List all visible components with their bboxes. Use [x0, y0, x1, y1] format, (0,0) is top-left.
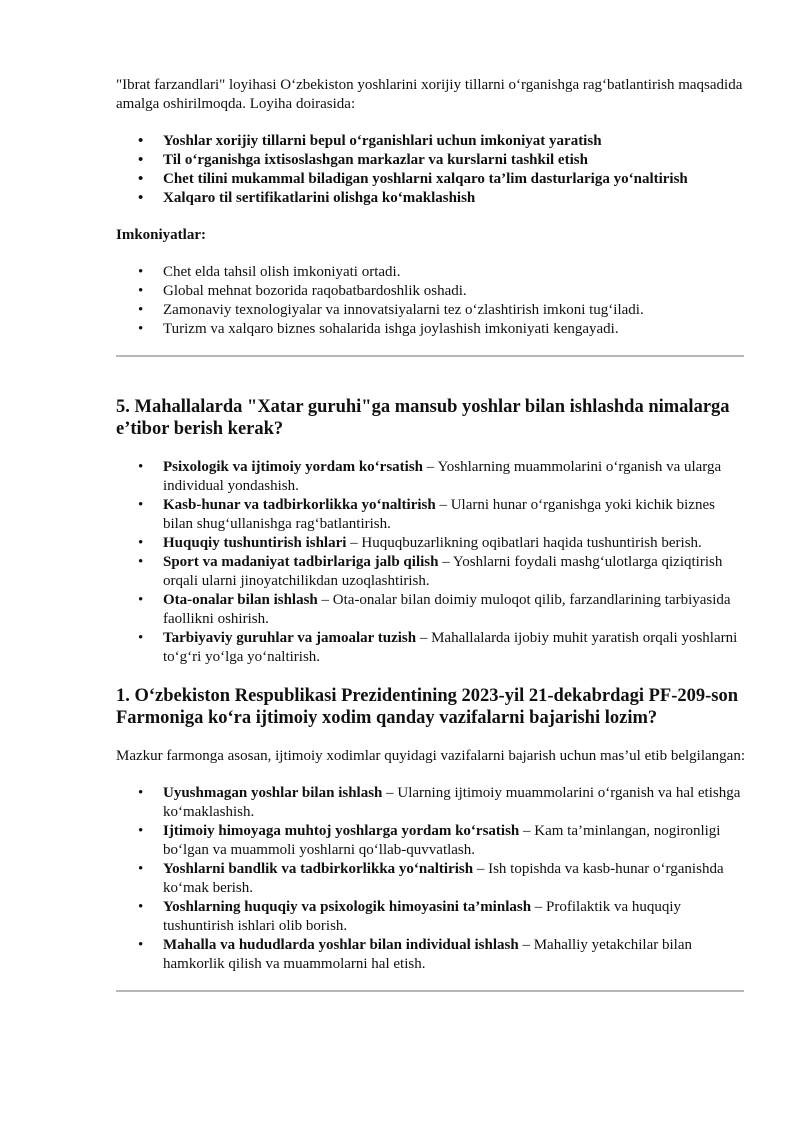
- bullet-icon: •: [138, 497, 144, 513]
- list-item: • Til o‘rganishga ixtisoslashgan markazlar va kurslarni tashkil etish: [138, 152, 588, 168]
- bullet-icon: •: [138, 592, 144, 608]
- bullet-icon: •: [138, 785, 144, 801]
- bullet-icon: •: [138, 554, 144, 570]
- bullet-icon: •: [138, 899, 144, 915]
- bullet-icon: •: [138, 823, 144, 839]
- social-worker-duties-list: [116, 784, 746, 974]
- list-item: • Ijtimoiy himoyaga muhtoj yoshlarga yordam ko‘rsatish – Kam ta’minlangan, nogironligi bo‘lgan va muammoli yoshlarni qo‘llab-quvvatlash.: [138, 823, 721, 858]
- bullet-icon: •: [138, 861, 144, 877]
- list-item: • Turizm va xalqaro biznes sohalarida ishga joylashish imkoniyati kengayadi.: [138, 321, 619, 337]
- opportunities-list: [116, 263, 746, 339]
- section-5-heading: 5. Mahallalarda "Xatar guruhi"ga mansub yoshlar bilan ishlashda nimalarga e’tibor berish kerak?: [116, 397, 730, 439]
- ibrat-intro-paragraph: "Ibrat farzandlari" loyihasi O‘zbekiston yoshlarini xorijiy tillarni o‘rganishga rag‘batlantirish maqsadida amalga oshirilmoqda. Loyiha doirasida:: [116, 77, 743, 112]
- bullet-icon: •: [138, 190, 144, 206]
- list-item: • Yoshlar xorijiy tillarni bepul o‘rganishlari uchun imkoniyat yaratish: [138, 133, 602, 149]
- list-item: • Yoshlarni bandlik va tadbirkorlikka yo‘naltirish – Ish topishda va kasb-hunar o‘rganishda ko‘mak berish.: [138, 861, 724, 896]
- list-item: • Tarbiyaviy guruhlar va jamoalar tuzish – Mahallalarda ijobiy muhit yaratish orqali yoshlarni to‘g‘ri yo‘lga yo‘naltirish.: [138, 630, 738, 665]
- list-item: • Chet tilini mukammal biladigan yoshlarni xalqaro ta’lim dasturlariga yo‘naltirish: [138, 171, 688, 187]
- risk-group-list: [116, 458, 746, 667]
- bullet-icon: •: [138, 630, 144, 646]
- section-divider: [116, 990, 744, 992]
- bullet-icon: •: [138, 264, 144, 280]
- section-divider: [116, 355, 744, 357]
- decree-intro-paragraph: Mazkur farmonga asosan, ijtimoiy xodimlar quyidagi vazifalarni bajarish uchun mas’ul etib belgilangan:: [116, 748, 745, 764]
- bullet-icon: •: [138, 535, 144, 551]
- list-item: • Chet elda tahsil olish imkoniyati ortadi.: [138, 264, 401, 280]
- list-item: • Zamonaviy texnologiyalar va innovatsiyalarni tez o‘zlashtirish imkoni tug‘iladi.: [138, 302, 644, 318]
- list-item: • Mahalla va hududlarda yoshlar bilan individual ishlash – Mahalliy yetakchilar bilan hamkorlik qilish va muammolarni hal etish.: [138, 937, 692, 972]
- bullet-icon: •: [138, 302, 144, 318]
- list-item: • Uyushmagan yoshlar bilan ishlash – Ularning ijtimoiy muammolarini o‘rganish va hal etishga ko‘maklashish.: [138, 785, 741, 820]
- list-item: • Huquqiy tushuntirish ishlari – Huquqbuzarlikning oqibatlari haqida tushuntirish berish.: [138, 535, 702, 551]
- list-item: • Sport va madaniyat tadbirlariga jalb qilish – Yoshlarni foydali mashg‘ulotlarga qiziqtirish orqali ularni jinoyatchilikdan uzoqlashtirish.: [138, 554, 723, 589]
- opportunities-label: Imkoniyatlar:: [116, 227, 206, 243]
- bullet-icon: •: [138, 133, 144, 149]
- list-item: • Psixologik va ijtimoiy yordam ko‘rsatish – Yoshlarning muammolarini o‘rganish va ularga individual yondashish.: [138, 459, 722, 494]
- bullet-icon: •: [138, 152, 144, 168]
- list-item: • Ota-onalar bilan ishlash – Ota-onalar bilan doimiy muloqot qilib, farzandlarining tarbiyasida faollikni oshirish.: [138, 592, 731, 627]
- project-goals-list: [116, 132, 746, 208]
- bullet-icon: •: [138, 937, 144, 953]
- bullet-icon: •: [138, 283, 144, 299]
- list-item: • Kasb-hunar va tadbirkorlikka yo‘naltirish – Ularni hunar o‘rganishga yoki kichik biznes bilan shug‘ullanishga rag‘batlantirish.: [138, 497, 715, 532]
- bullet-icon: •: [138, 171, 144, 187]
- document-page: [116, 76, 746, 992]
- section-1-heading: 1. O‘zbekiston Respublikasi Prezidentining 2023-yil 21-dekabrdagi PF-209-son Farmoniga ko‘ra ijtimoiy xodim qanday vazifalarni bajarishi lozim?: [116, 686, 739, 728]
- list-item: • Xalqaro til sertifikatlarini olishga ko‘maklashish: [138, 190, 476, 206]
- list-item: • Yoshlarning huquqiy va psixologik himoyasini ta’minlash – Profilaktik va huquqiy tushuntirish ishlari olib borish.: [138, 899, 682, 934]
- bullet-icon: •: [138, 321, 144, 337]
- bullet-icon: •: [138, 459, 144, 475]
- list-item: • Global mehnat bozorida raqobatbardoshlik oshadi.: [138, 283, 467, 299]
